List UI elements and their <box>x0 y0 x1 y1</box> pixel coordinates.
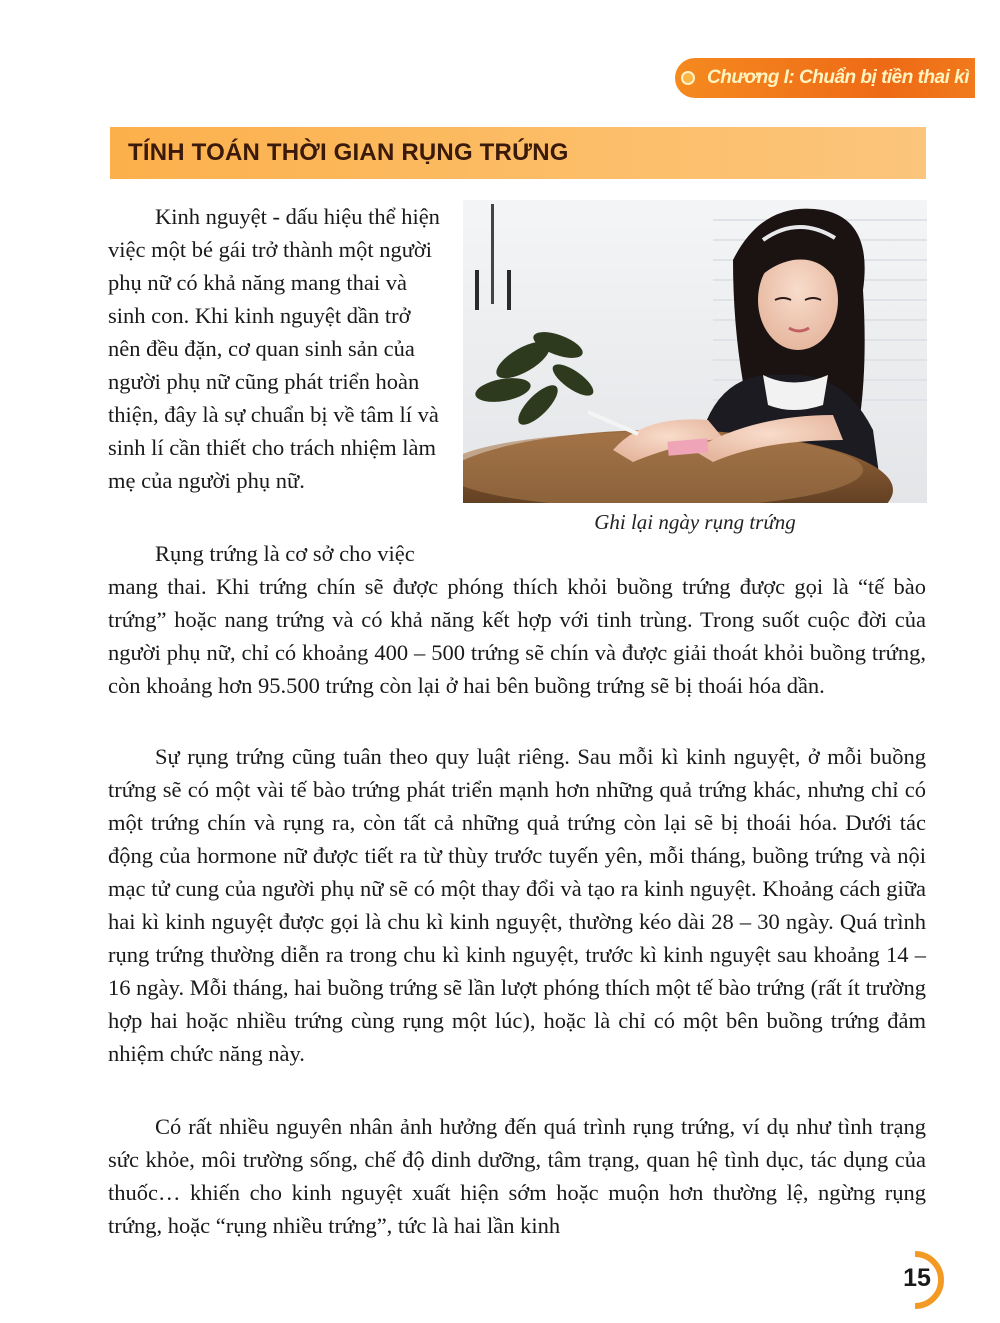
paragraph-4: Có rất nhiều nguyên nhân ảnh hưởng đến quá trình rụng trứng, ví dụ như tình trạng sức khỏe, môi trường sống, chế độ dinh dưỡng, tâm trạng, quan hệ tình dục, tác dụng của thuốc… khiến cho kinh nguyệt xuất hiện sớm hoặc muộn hơn thường lệ, ngừng rụng trứng, hoặc “rụng nhiều trứng”, tức là hai lần kinh <box>108 1114 926 1238</box>
photo-woman-writing <box>463 200 927 503</box>
bullet-dot-icon <box>681 71 695 85</box>
section-header <box>110 127 926 179</box>
section-title: TÍNH TOÁN THỜI GIAN RỤNG TRỨNG <box>128 139 569 166</box>
paragraph-2-continued: mang thai. Khi trứng chín sẽ được phóng thích khỏi buồng trứng được gọi là “tế bào trứng” hoặc nang trứng và có khả năng kết hợp với tinh trùng. Trong suốt cuộc đời của người phụ nữ, chỉ có khoảng 400 – 500 trứng sẽ chín và được giải thoát khỏi buồng trứng, còn khoảng hơn 95.500 trứng còn lại ở hai bên buồng trứng sẽ bị thoái hóa dần. <box>108 574 926 698</box>
chapter-label: Chương I: Chuẩn bị tiền thai kì <box>707 67 970 88</box>
paragraph-2-start: Rụng trứng là cơ sở cho việc <box>155 541 415 566</box>
page-number: 15 <box>903 1264 931 1292</box>
chapter-tab <box>675 58 975 98</box>
paragraph-3: Sự rụng trứng cũng tuân theo quy luật riêng. Sau mỗi kì kinh nguyệt, ở mỗi buồng trứng sẽ có một vài tế bào trứng phát triển mạnh hơn những quả trứng khác, nhưng chỉ có một trứng chín và rụng ra, còn tất cả những quả trứng còn lại sẽ bị thoái hóa. Dưới tác động của hormone nữ được tiết ra từ thùy trước tuyến yên, mỗi tháng, buồng trứng và nội mạc tử cung của người phụ nữ sẽ có một thay đổi và tạo ra kinh nguyệt. Khoảng cách giữa hai kì kinh nguyệt được gọi là chu kì kinh nguyệt, thường kéo dài 28 – 30 ngày. Quá trình rụng trứng thường diễn ra trong chu kì kinh nguyệt, trước kì kinh nguyệt sau khoảng 14 – 16 ngày. Mỗi tháng, hai buồng trứng sẽ lần lượt phóng thích một tế bào trứng (rất ít trường hợp hai hoặc nhiều trứng cùng rụng một lúc), hoặc là chỉ có một bên buồng trứng đảm nhiệm chức năng này. <box>108 744 926 1066</box>
photo-illustration <box>463 200 927 503</box>
page-number-badge <box>895 1250 955 1310</box>
intro-paragraph: Kinh nguyệt - dấu hiệu thể hiện việc một bé gái trở thành một người phụ nữ có khả năng mang thai và sinh con. Khi kinh nguyệt dần trở nên đều đặn, cơ quan sinh sản của người phụ nữ cũng phát triển hoàn thiện, đây là sự chuẩn bị về tâm lí và sinh lí cần thiết cho trách nhiệm làm mẹ của người phụ nữ. <box>108 204 440 493</box>
figure-caption: Ghi lại ngày rụng trứng <box>594 510 796 534</box>
